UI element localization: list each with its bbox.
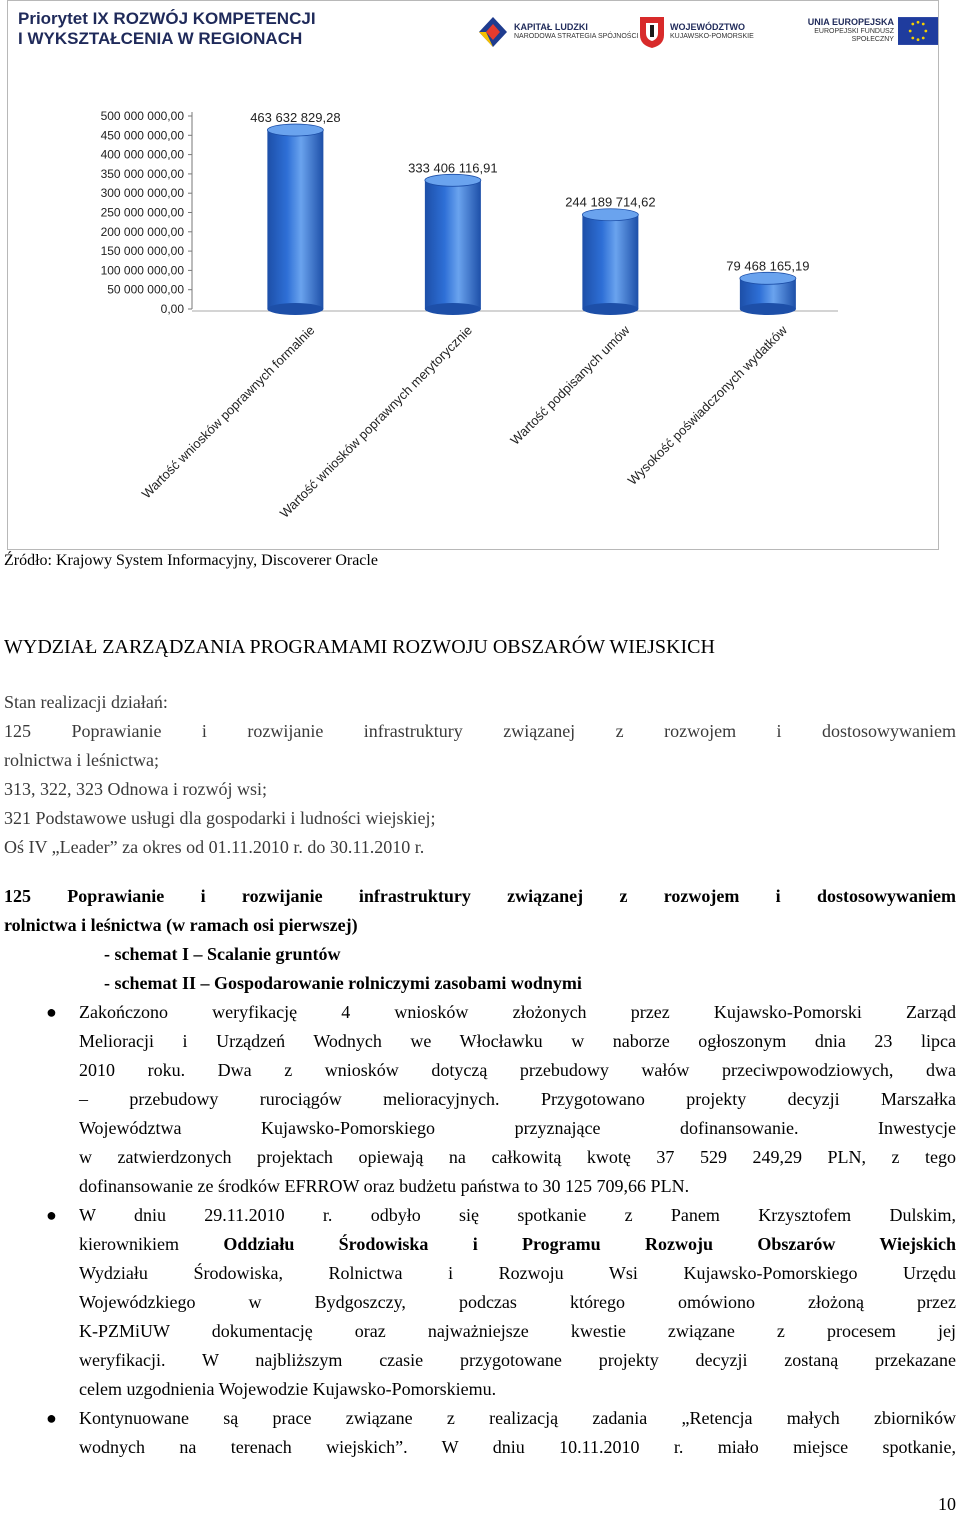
y-tick-label: 250 000 000,00 [100,205,184,220]
bar-top [740,272,796,284]
bar-bottom [425,303,481,315]
bullet-line: Kontynuowane są prace związane z realizacją zadania „Retencja małych zbiorników [79,1408,956,1428]
section-heading: WYDZIAŁ ZARZĄDZANIA PROGRAMAMI ROZWOJU OBSZARÓW WIEJSKICH [4,636,715,658]
bullet-line: K-PZMiUW dokumentację oraz najważniejsze kwestie związane z procesem jej [79,1321,956,1341]
category-label: Wysokość poświadczonych wydatków [624,322,790,488]
y-tick-label: 400 000 000,00 [100,147,184,162]
bullet-line: Wydziału Środowiska, Rolnictwa i Rozwoju Wsi Kujawsko-Pomorskiego Urzędu [79,1263,956,1283]
bullet-text: kierownikiem [79,1234,179,1254]
bar [267,130,323,309]
bullet-line: 2010 roku. Dwa z wniosków dotyczą przebudowy wałów przeciwpowodziowych, dwa [79,1060,956,1080]
bullet-line: weryfikacji. W najbliższym czasie przygotowane projekty decyzji zostaną przekazane [79,1350,956,1370]
bullet-line: wodnych na terenach wiejskich”. W dniu 10.11.2010 r. miało miejsce spotkanie, [79,1437,956,1457]
y-tick-label: 150 000 000,00 [100,244,184,259]
measure-title-line: 125 Poprawianie i rozwijanie infrastruktury związanej z rozwojem i dostosowywaniem [4,886,956,906]
page-number: 10 [938,1494,956,1514]
bullet-line: w zatwierdzonych projektach opiewają na całkowitą kwotę 37 529 249,29 PLN, z tego [79,1147,956,1167]
y-tick-label: 50 000 000,00 [107,282,184,297]
data-label: 79 468 165,19 [726,258,810,274]
bullet-item-retention [0,1404,956,1462]
kujawsko-pomorskie-name: WOJEWÓDZTWO [670,22,745,32]
intro-line: Oś IV „Leader” za okres od 01.11.2010 r. do 30.11.2010 r. [4,837,425,857]
bar [582,215,638,309]
intro-line: 313, 322, 323 Odnowa i rozwój wsi; [4,779,267,799]
bar-top [425,174,481,186]
kujawsko-pomorskie-sub: KUJAWSKO-POMORSKIE [670,33,754,40]
bar-top [582,209,638,221]
category-label: Wartość wniosków poprawnych formalnie [138,322,318,502]
intro-line: 321 Podstawowe usługi dla gospodarki i ludności wiejskiej; [4,808,436,828]
intro-block [4,688,956,862]
data-label: 244 189 714,62 [565,194,656,210]
figure-title-line-1: Priorytet IX ROZWÓJ KOMPETENCJI [18,9,316,28]
bar-top [267,124,323,136]
y-tick-label: 500 000 000,00 [100,109,184,123]
y-tick-label: 200 000 000,00 [100,224,184,239]
y-tick-label: 350 000 000,00 [100,166,184,181]
figure-title-line-2: I WYKSZTAŁCENIA W REGIONACH [18,29,303,48]
chart-figure [7,0,939,550]
figure-source: Źródło: Krajowy System Informacyjny, Discoverer Oracle [4,552,378,569]
bullet-line: Województwa Kujawsko-Pomorskiego przyznające dofinansowanie. Inwestycje [79,1118,956,1138]
scheme-line: - schemat II – Gospodarowanie rolniczymi zasobami wodnymi [104,973,582,993]
bullet-line: Zakończono weryfikację 4 wniosków złożonych przez Kujawsko-Pomorski Zarząd [79,1002,956,1022]
data-label: 333 406 116,91 [408,160,498,176]
bullet-dot-icon: ● [46,1408,57,1428]
measure-125-heading [4,882,956,998]
intro-line: 125 Poprawianie i rozwijanie infrastruktury związanej z rozwojem i dostosowywaniem [4,721,956,741]
bar-bottom [740,303,796,315]
kapital-ludzki-sub: NARODOWA STRATEGIA SPÓJNOŚCI [514,33,639,40]
category-label: Wartość podpisanych umów [507,322,633,448]
eu-sub: EUROPEJSKI FUNDUSZ SPOŁECZNY [814,28,894,43]
eu-name: UNIA EUROPEJSKA [807,17,894,27]
bullet-line-mixed [79,1230,956,1259]
bar-bottom [267,303,323,315]
y-tick-label: 100 000 000,00 [100,263,184,278]
intro-line: Stan realizacji działań: [4,692,168,712]
bullet-dot-icon: ● [46,1002,57,1022]
y-tick-label: 0,00 [160,302,184,316]
bar-bottom [582,303,638,315]
bar [425,180,481,309]
bullet-line: Wojewódzkiego w Bydgoszczy, podczas którego omówiono złożoną przez [79,1292,956,1312]
bar-chart [8,1,938,549]
kapital-ludzki-name: KAPITAŁ LUDZKI [514,22,588,32]
bullet-item-verification [0,998,956,1201]
department-name: Oddziału Środowiska i Programu Rozwoju Obszarów Wiejskich [223,1234,956,1254]
scheme-line: - schemat I – Scalanie gruntów [104,944,341,964]
y-tick-label: 450 000 000,00 [100,128,184,143]
bullet-dot-icon: ● [46,1205,57,1225]
bullet-list [0,998,956,1462]
bullet-line: celem uzgodnienia Wojewodzie Kujawsko-Pomorskiemu. [79,1379,497,1399]
bullet-line: W dniu 29.11.2010 r. odbyło się spotkanie z Panem Krzysztofem Dulskim, [79,1205,956,1225]
bullet-item-meeting [0,1201,956,1404]
category-label: Wartość wniosków poprawnych merytorycznie [276,322,475,521]
bullet-line: Melioracji i Urządzeń Wodnych we Włocławku w naborze ogłoszonym dnia 23 lipca [79,1031,956,1051]
bullet-line: – przebudowy rurociągów melioracyjnych. Przygotowano projekty decyzji Marszałka [79,1089,956,1109]
measure-title-line: rolnictwa i leśnictwa (w ramach osi pierwszej) [4,915,358,935]
y-tick-label: 300 000 000,00 [100,186,184,201]
intro-line: rolnictwa i leśnictwa; [4,750,159,770]
data-label: 463 632 829,28 [250,110,341,126]
bullet-line: dofinansowanie ze środków EFRROW oraz budżetu państwa to 30 125 709,66 PLN. [79,1176,690,1196]
